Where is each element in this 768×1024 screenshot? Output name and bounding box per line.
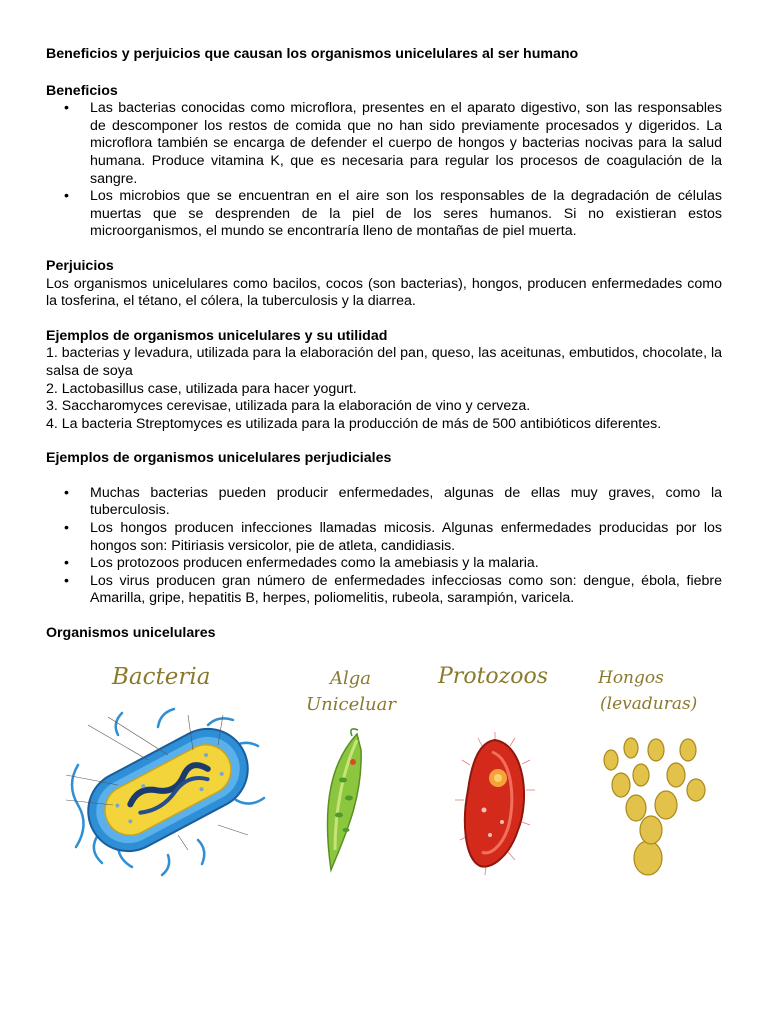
hongos-label-line1: Hongos (598, 668, 664, 688)
protozoo-illustration (450, 730, 540, 880)
document-body (46, 46, 722, 643)
hongos-label-line2: (levaduras) (600, 694, 698, 714)
perjudiciales-list (46, 485, 722, 608)
list-item: • Los microbios que se encuentran en el aire son los responsables de la degradación de células muertas que se desprenden de la piel de los seres humanos. Si no existieran estos microorganismos, el mundo se encontraría lleno de montañas de piel muerta. (90, 188, 722, 241)
list-item: • Muchas bacterias pueden producir enfermedades, algunas de ellas muy graves, como la tuberculosis. (90, 485, 722, 520)
document-title: Beneficios y perjuicios que causan los organismos unicelulares al ser humano (46, 46, 579, 62)
list-item: • Los protozoos producen enfermedades como la amebiasis y la malaria. (90, 555, 722, 573)
perjuicios-text: Los organismos unicelulares como bacilos, cocos (son bacterias), hongos, producen enfermedades como la tosferina, el tétano, el cólera, la tuberculosis y la diarrea. (46, 275, 722, 310)
alga-illustration (313, 720, 383, 880)
utilidad-line: 2. Lactobasillus case, utilizada para hacer yogurt. (46, 380, 357, 397)
perjuicios-heading: Perjuicios (46, 257, 114, 274)
alga-label-line2: Uniceluar (306, 694, 396, 715)
utilidad-line: 1. bacterias y levadura, utilizada para la elaboración del pan, queso, las aceitunas, embutidos, chocolate, la salsa de soya (46, 345, 722, 379)
beneficios-heading: Beneficios (46, 82, 118, 99)
list-item: • Los hongos producen infecciones llamadas micosis. Algunas enfermedades producidas por los hongos son: Pitiriasis versicolor, pie de atleta, candidiasis. (90, 520, 722, 555)
utilidad-heading: Ejemplos de organismos unicelulares y su utilidad (46, 327, 388, 344)
protozoos-label: Protozoos (438, 664, 549, 689)
list-item: • Los virus producen gran número de enfermedades infecciosas como son: dengue, ébola, fiebre Amarilla, gripe, hepatitis B, herpes, poliomelitis, rubeola, sarampión, varicela. (90, 573, 722, 608)
organismos-figure (48, 660, 718, 882)
hongos-illustration (596, 730, 711, 880)
list-item: • Las bacterias conocidas como microflora, presentes en el aparato digestivo, son las responsables de descomponer los restos de comida que no han sido previamente procesados y digeridos. La microflora también se encarga de defender el cuerpo de hongos y bacterias nocivas para la salud humana. Produce vitamina K, que es necesaria para regular los procesos de coagulación de la sangre. (90, 100, 722, 188)
beneficios-list (46, 100, 722, 241)
perjudiciales-heading: Ejemplos de organismos unicelulares perjudiciales (46, 450, 392, 467)
bacteria-label: Bacteria (112, 664, 211, 690)
utilidad-line: 3. Saccharomyces cerevisae, utilizada para la elaboración de vino y cerveza. (46, 398, 531, 415)
alga-label-line1: Alga (330, 668, 372, 689)
organismos-heading: Organismos unicelulares (46, 625, 216, 642)
bacteria-illustration (58, 705, 278, 880)
utilidad-line: 4. La bacteria Streptomyces es utilizada para la producción de más de 500 antibióticos diferentes. (46, 415, 662, 432)
